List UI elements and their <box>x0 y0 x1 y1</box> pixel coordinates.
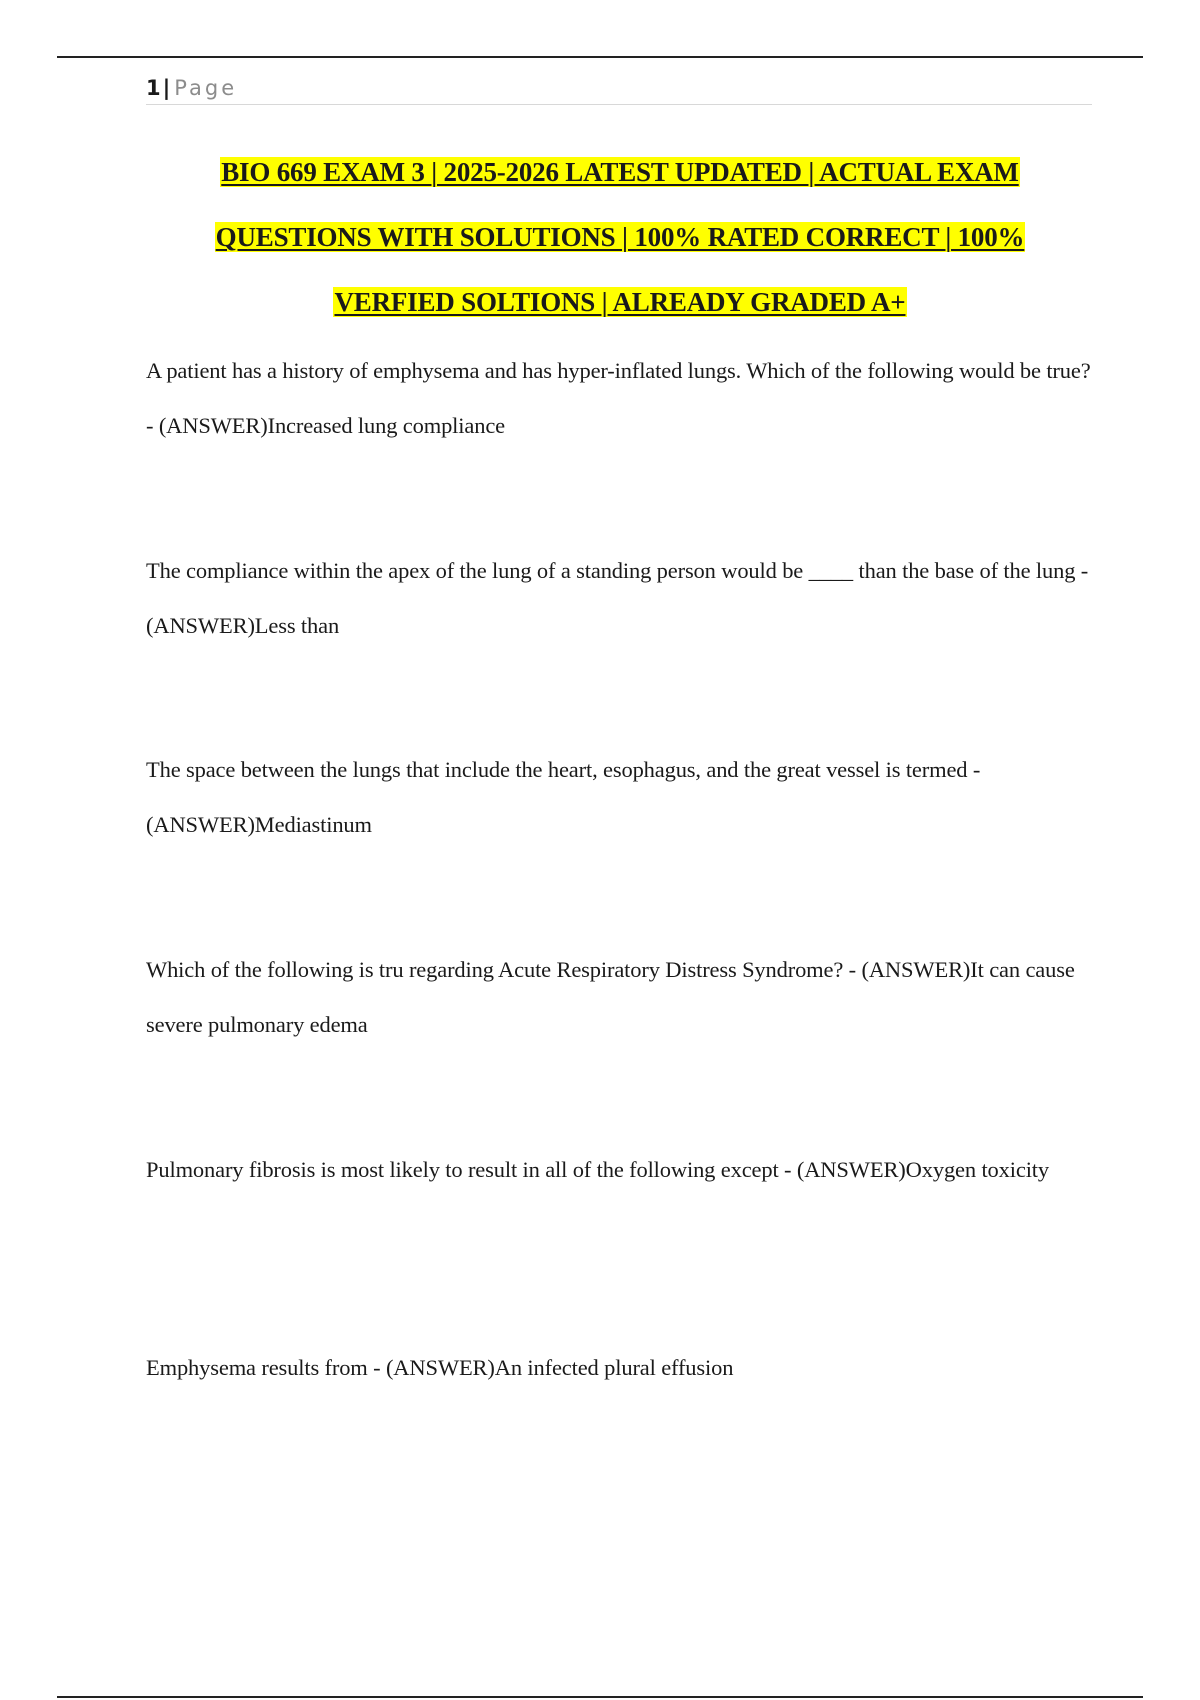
qa-item: The space between the lungs that include the heart, esophagus, and the great vessel is termed - (ANSWER)Mediastinum <box>146 757 981 837</box>
qa-item: Emphysema results from - (ANSWER)An infected plural effusion <box>146 1355 734 1380</box>
title-line-1: BIO 669 EXAM 3 | 2025-2026 LATEST UPDATED | ACTUAL EXAM <box>221 157 1019 187</box>
bottom-rule <box>57 1696 1143 1698</box>
page-header <box>146 72 1092 105</box>
qa-item: A patient has a history of emphysema and has hyper-inflated lungs. Which of the following would be true? - (ANSWER)Increased lung compliance <box>146 358 1091 438</box>
qa-item: Pulmonary fibrosis is most likely to result in all of the following except - (ANSWER)Oxygen toxicity <box>146 1157 1049 1182</box>
page-label: Page <box>174 76 238 100</box>
page-separator: | <box>162 76 171 100</box>
title-line-2: QUESTIONS WITH SOLUTIONS | 100% RATED CORRECT | 100% <box>215 222 1025 252</box>
qa-item: Which of the following is tru regarding Acute Respiratory Distress Syndrome? - (ANSWER)It can cause severe pulmonary edema <box>146 957 1075 1037</box>
qa-item: The compliance within the apex of the lung of a standing person would be ____ than the base of the lung - (ANSWER)Less than <box>146 558 1089 638</box>
document-title <box>130 140 1110 335</box>
top-rule <box>57 56 1143 58</box>
page-number: 1 <box>146 76 161 100</box>
title-line-3: VERFIED SOLTIONS | ALREADY GRADED A+ <box>334 287 906 317</box>
